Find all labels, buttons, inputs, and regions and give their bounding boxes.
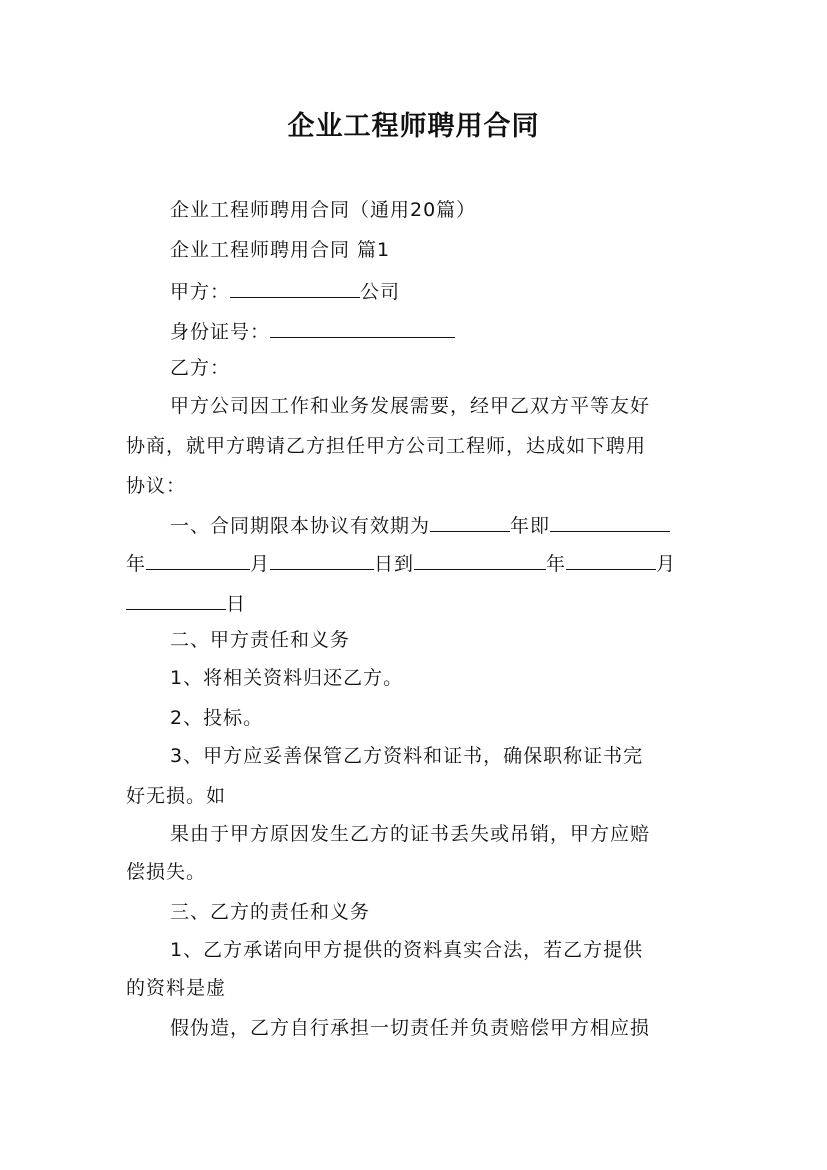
paragraph-line: 假伪造，乙方自行承担一切责任并负责赔偿甲方相应损 bbox=[170, 1017, 651, 1039]
month-label: 月 bbox=[656, 553, 677, 575]
paragraph-line: 3、甲方应妥善保管乙方资料和证书，确保职称证书完 bbox=[170, 745, 644, 767]
term-text: 一、合同期限本协议有效期为 bbox=[170, 515, 431, 537]
year-label: 年 bbox=[126, 553, 147, 575]
subtitle-line: 企业工程师聘用合同（通用20篇） bbox=[170, 199, 477, 221]
blank-field bbox=[270, 550, 374, 570]
day-to-label: 日到 bbox=[374, 553, 415, 575]
party-b-label: 乙方： bbox=[170, 357, 231, 379]
paragraph-line: 甲方公司因工作和业务发展需要，经甲乙双方平等友好 bbox=[170, 395, 651, 417]
section-heading: 三、乙方的责任和义务 bbox=[170, 901, 371, 923]
paragraph-line: 1、将相关资料归还乙方。 bbox=[170, 667, 404, 689]
paragraph-line: 协议： bbox=[126, 475, 187, 497]
blank-field bbox=[414, 550, 546, 570]
blank-field bbox=[430, 512, 510, 532]
company-suffix: 公司 bbox=[360, 281, 401, 303]
blank-field bbox=[270, 318, 455, 338]
blank-field bbox=[550, 512, 670, 532]
term-line bbox=[126, 590, 827, 616]
blank-field bbox=[230, 278, 360, 298]
paragraph-line: 好无损。如 bbox=[126, 785, 227, 807]
paragraph-line: 的资料是虚 bbox=[126, 977, 227, 999]
document-title: 企业工程师聘用合同 bbox=[287, 111, 540, 142]
section-heading: 二、甲方责任和义务 bbox=[170, 629, 351, 651]
year-label: 年 bbox=[546, 553, 567, 575]
party-a-label: 甲方： bbox=[170, 281, 231, 303]
party-a-line bbox=[170, 278, 827, 304]
term-line bbox=[126, 550, 827, 576]
day-label: 日 bbox=[226, 593, 247, 615]
blank-field bbox=[566, 550, 656, 570]
paragraph-line: 偿损失。 bbox=[126, 861, 207, 883]
month-label: 月 bbox=[250, 553, 271, 575]
id-number-line bbox=[170, 318, 827, 344]
blank-field bbox=[146, 550, 250, 570]
paragraph-line: 协商，就甲方聘请乙方担任甲方公司工程师，达成如下聘用 bbox=[126, 435, 647, 457]
section-heading: 企业工程师聘用合同 篇1 bbox=[170, 239, 391, 261]
id-number-label: 身份证号： bbox=[170, 321, 271, 343]
blank-field bbox=[126, 590, 226, 610]
paragraph-line: 1、乙方承诺向甲方提供的资料真实合法，若乙方提供 bbox=[170, 939, 644, 961]
term-text: 年即 bbox=[510, 515, 551, 537]
paragraph-line: 果由于甲方原因发生乙方的证书丢失或吊销，甲方应赔 bbox=[170, 823, 651, 845]
paragraph-line: 2、投标。 bbox=[170, 707, 264, 729]
term-line bbox=[170, 512, 827, 538]
